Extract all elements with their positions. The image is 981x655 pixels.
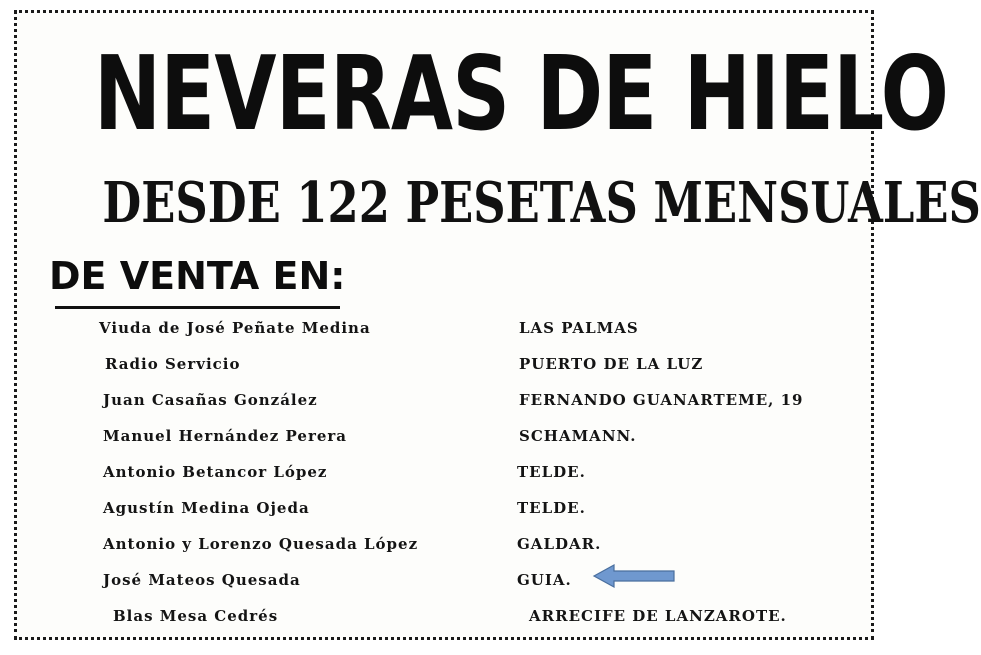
vendor-name: Manuel Hernández Perera (103, 427, 348, 445)
vendor-name: José Mateos Quesada (103, 571, 301, 589)
vendor-location: TELDE. (517, 463, 586, 481)
vendor-location: ARRECIFE DE LANZAROTE. (529, 607, 787, 625)
vendor-location: GALDAR. (517, 535, 602, 553)
vendor-location: LAS PALMAS (519, 319, 639, 337)
vendor-location: TELDE. (517, 499, 586, 517)
vendor-location: FERNANDO GUANARTEME, 19 (519, 391, 804, 409)
vendor-name: Radio Servicio (105, 355, 241, 373)
vendor-name: Agustín Medina Ojeda (103, 499, 310, 517)
vendor-name: Blas Mesa Cedrés (113, 607, 279, 625)
vendor-name: Juan Casañas González (103, 391, 318, 409)
heading-underline (55, 306, 340, 309)
left-arrow-icon (592, 563, 676, 589)
vendor-name: Viuda de José Peñate Medina (99, 319, 371, 337)
subheadline: DESDE 122 PESETAS MENSUALES (102, 170, 981, 236)
vendor-name: Antonio Betancor López (103, 463, 328, 481)
newspaper-advertisement (14, 10, 981, 640)
vendor-name: Antonio y Lorenzo Quesada López (103, 535, 419, 553)
sales-heading: DE VENTA EN: (49, 254, 346, 298)
vendor-location: SCHAMANN. (519, 427, 637, 445)
vendor-location: GUIA. (517, 571, 572, 589)
headline: NEVERAS DE HIELO (93, 34, 949, 155)
vendor-location: PUERTO DE LA LUZ (519, 355, 704, 373)
